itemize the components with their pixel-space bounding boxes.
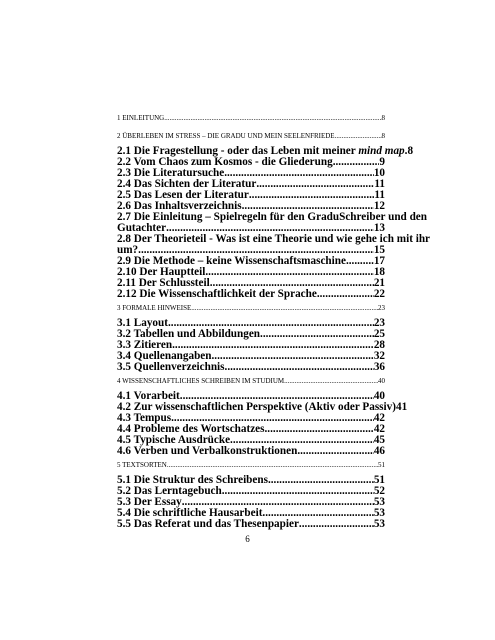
toc-title: 4.6 Verben und Verbalkonstruktionen — [117, 445, 298, 457]
toc-page: 10 — [373, 167, 385, 179]
toc-page: 17 — [373, 255, 385, 267]
toc-page: 42 — [373, 412, 385, 424]
toc-page: 11 — [374, 189, 385, 201]
toc-page: 25 — [373, 328, 385, 340]
toc-title: 2.6 Das Inhaltsverzeichnis — [117, 200, 242, 212]
toc-page: 53 — [373, 496, 385, 508]
toc-page: 32 — [373, 350, 385, 362]
toc-title: 2 ÜBERLEBEN IM STRESS – DIE GRADU UND MEIN SEELENFRIEDE — [117, 132, 335, 140]
toc-page: 15 — [373, 244, 385, 256]
toc-page: 21 — [373, 277, 385, 289]
toc-title-emphasis: mind map — [358, 145, 405, 157]
toc-title: 4.3 Tempus — [117, 412, 172, 424]
toc-title: 4.4 Probleme des Wortschatzes — [117, 423, 265, 435]
toc-page: 8 — [381, 132, 385, 140]
toc-title: Gutachter — [117, 222, 167, 234]
toc-page: 12 — [373, 200, 385, 212]
toc-title: um? — [117, 244, 139, 256]
toc-title: 5.5 Das Referat und das Thesenpapier — [117, 518, 299, 530]
toc-title: 2.1 Die Fragestellung - oder das Leben mit meiner mind map. — [117, 145, 408, 157]
toc-page: 22 — [373, 288, 385, 300]
toc-page: 23 — [378, 304, 385, 312]
toc-page: 9 — [379, 156, 385, 168]
toc-title: 3.3 Zitieren — [117, 339, 173, 351]
toc-title: 5 TEXTSORTEN — [117, 461, 167, 469]
toc-page: 53 — [373, 507, 385, 519]
toc-title: 2.12 Die Wissenschaftlichkeit der Sprache — [117, 288, 317, 300]
toc-page: 40 — [378, 377, 385, 385]
toc-title: 2.4 Das Sichten der Literatur — [117, 178, 257, 190]
toc-title: 3.5 Quellenverzeichnis — [117, 361, 225, 373]
toc-page: 8 — [407, 145, 414, 157]
toc-title: 4.5 Typische Ausdrücke — [117, 434, 231, 446]
toc-entry — [117, 457, 385, 469]
toc-title: 5.3 Der Essay — [117, 496, 182, 508]
toc-page: 23 — [373, 317, 385, 329]
toc-title: 3.1 Layout — [117, 317, 168, 329]
toc-entry — [117, 289, 385, 300]
toc-title: 1 EINLEITUNG — [117, 114, 165, 122]
toc-title: 2.2 Vom Chaos zum Kosmos - die Gliederung — [117, 156, 333, 168]
toc-title: 2.5 Das Lesen der Literatur — [117, 189, 249, 201]
toc-entry — [117, 122, 385, 140]
toc-page: 46 — [373, 445, 385, 457]
toc-title: 5.4 Die schriftliche Hausarbeit — [117, 507, 263, 519]
toc-title: 3.4 Quellenangaben — [117, 350, 212, 362]
toc-page: 51 — [378, 461, 385, 469]
toc-title: 5.2 Das Lerntagebuch — [117, 485, 222, 497]
toc-page: 41 — [395, 401, 408, 413]
toc-title: 2.11 Der Schlussteil — [117, 277, 210, 289]
toc-entry — [117, 373, 385, 385]
toc-title: 2.3 Die Literatursuche — [117, 167, 225, 179]
toc-title: 2.9 Die Methode – keine Wissenschaftsmaschine — [117, 255, 346, 267]
toc-entry — [117, 519, 385, 530]
toc-title: 5.1 Die Struktur des Schreibens — [117, 474, 268, 486]
toc-page: 18 — [373, 266, 385, 278]
toc-title-line: 2.8 Der Theorieteil - Was ist eine Theorie und wie gehe ich mit ihr — [117, 233, 431, 245]
toc-page: 36 — [373, 361, 385, 373]
page-number: 6 — [245, 534, 250, 544]
toc-title: 3 FORMALE HINWEISE — [117, 304, 192, 312]
toc-entry — [117, 300, 385, 312]
toc-page: 53 — [373, 518, 385, 530]
toc-page: 13 — [373, 222, 385, 234]
toc-page: 45 — [373, 434, 385, 446]
toc-page: 11 — [374, 178, 385, 190]
toc-page: 8 — [381, 114, 385, 122]
toc-title: 4 WISSENSCHAFTLICHES SCHREIBEN IM STUDIUM — [117, 377, 285, 385]
toc-page: 51 — [373, 474, 385, 486]
toc-page: 52 — [373, 485, 385, 497]
toc-title: 4.1 Vorarbeit — [117, 390, 180, 402]
toc-title: 2.10 Der Hauptteil — [117, 266, 206, 278]
toc-entry — [117, 446, 385, 457]
toc-title: 4.2 Zur wissenschaftlichen Perspektive (Aktiv oder Passiv) — [117, 401, 396, 413]
toc-page: 42 — [373, 423, 385, 435]
toc-page: 28 — [373, 339, 385, 351]
toc-entry — [117, 362, 385, 373]
toc-title-line: 2.7 Die Einleitung – Spielregeln für den GraduSchreiber und den — [117, 211, 427, 223]
table-of-contents — [117, 112, 431, 530]
toc-title: 3.2 Tabellen und Abbildungen — [117, 328, 261, 340]
toc-page: 40 — [373, 390, 385, 402]
toc-entry — [117, 112, 385, 122]
